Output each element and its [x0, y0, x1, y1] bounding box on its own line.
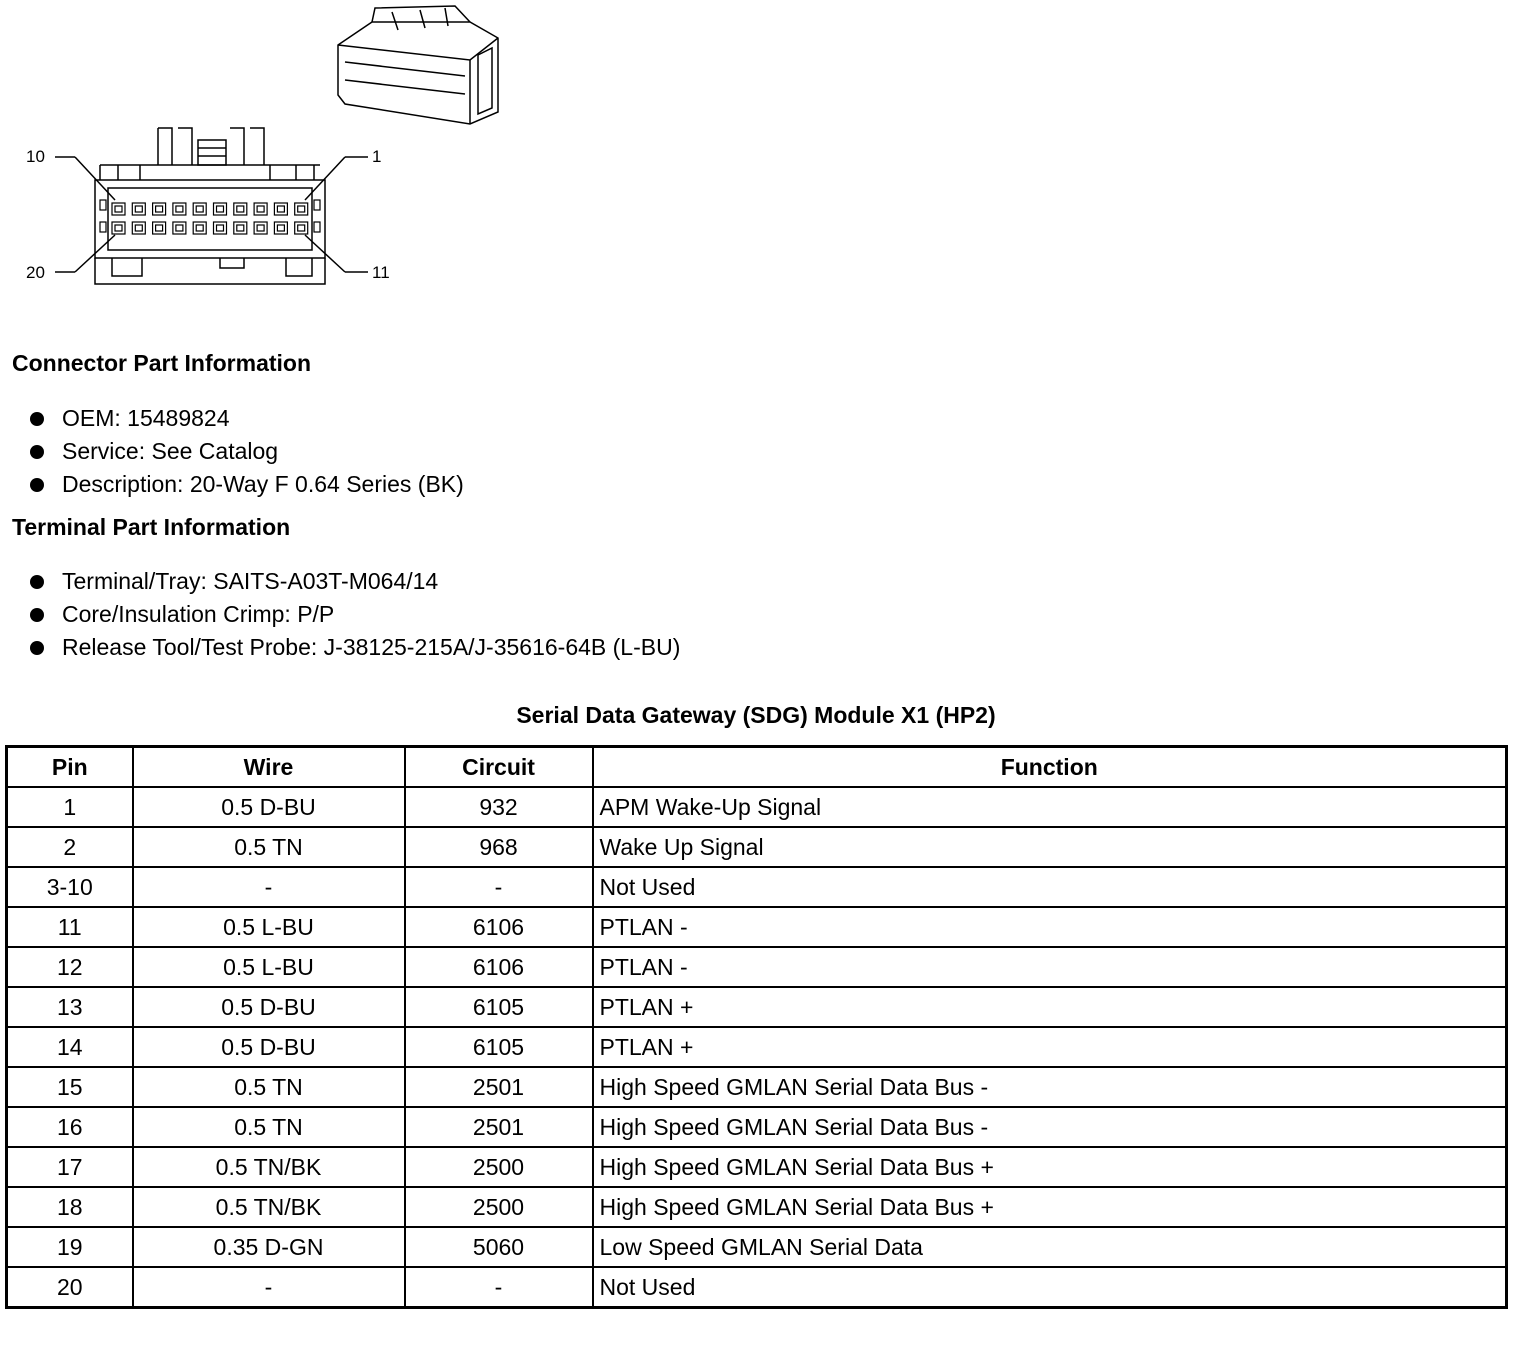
- pin-cavity-contact: [257, 225, 264, 231]
- cell-circuit: 6105: [405, 1027, 593, 1067]
- pin-label-20: 20: [26, 263, 45, 282]
- cell-circuit: -: [405, 867, 593, 907]
- bullet-icon: [30, 412, 44, 426]
- cell-wire: 0.5 D-BU: [133, 787, 405, 827]
- pin-cavity: [153, 203, 166, 215]
- side-latch: [314, 222, 320, 232]
- list-item: Terminal/Tray: SAITS-A03T-M064/14: [30, 565, 680, 598]
- table-row: [7, 827, 1507, 867]
- cell-function: PTLAN +: [593, 1027, 1507, 1067]
- cell-circuit: 2501: [405, 1067, 593, 1107]
- pin-cavity-contact: [298, 206, 305, 212]
- table-row: [7, 947, 1507, 987]
- terminal-part-heading: Terminal Part Information: [12, 514, 291, 540]
- list-item: Release Tool/Test Probe: J-38125-215A/J-35616-64B (L-BU): [30, 631, 680, 664]
- cell-function: Not Used: [593, 1267, 1507, 1308]
- table-row: [7, 787, 1507, 827]
- cell-pin: 20: [7, 1267, 133, 1308]
- cell-circuit: 5060: [405, 1227, 593, 1267]
- connector-part-list: [30, 402, 464, 501]
- cell-pin: 12: [7, 947, 133, 987]
- pin-cavity: [112, 203, 125, 215]
- pin-cavity-contact: [156, 206, 163, 212]
- list-item: OEM: 15489824: [30, 402, 464, 435]
- pin-cavity: [193, 222, 206, 234]
- cell-circuit: 6105: [405, 987, 593, 1027]
- list-item: Description: 20-Way F 0.64 Series (BK): [30, 468, 464, 501]
- table-body: [7, 787, 1507, 1308]
- connector-3d-view: [338, 6, 498, 124]
- pin-cavity: [295, 203, 308, 215]
- pin-cavity-contact: [135, 225, 142, 231]
- pinout-table: [5, 745, 1508, 1309]
- pin-cavity: [173, 203, 186, 215]
- cell-function: High Speed GMLAN Serial Data Bus +: [593, 1147, 1507, 1187]
- cell-wire: 0.5 D-BU: [133, 987, 405, 1027]
- cell-wire: 0.5 TN: [133, 1067, 405, 1107]
- pin-cavity: [173, 222, 186, 234]
- table-row: [7, 907, 1507, 947]
- pin-cavity-contact: [176, 225, 183, 231]
- cell-wire: -: [133, 1267, 405, 1308]
- pin-cavity: [193, 203, 206, 215]
- pin-cavity-contact: [176, 206, 183, 212]
- table-row: [7, 1067, 1507, 1107]
- pin-cavity: [153, 222, 166, 234]
- pin-cavity: [132, 203, 145, 215]
- cell-function: Wake Up Signal: [593, 827, 1507, 867]
- bullet-icon: [30, 478, 44, 492]
- pin-cavity: [254, 222, 267, 234]
- cell-circuit: 6106: [405, 907, 593, 947]
- table-row: [7, 1227, 1507, 1267]
- table-title: Serial Data Gateway (SDG) Module X1 (HP2): [516, 702, 996, 728]
- cell-circuit: 6106: [405, 947, 593, 987]
- cell-function: APM Wake-Up Signal: [593, 787, 1507, 827]
- side-latch: [100, 200, 106, 210]
- bullet-icon: [30, 641, 44, 655]
- header-circuit: Circuit: [405, 747, 593, 788]
- pin-cavity-contact: [237, 206, 244, 212]
- side-latch: [314, 200, 320, 210]
- cell-pin: 17: [7, 1147, 133, 1187]
- cell-pin: 1: [7, 787, 133, 827]
- table-header-row: [7, 747, 1507, 788]
- table-row: [7, 867, 1507, 907]
- bullet-icon: [30, 608, 44, 622]
- table-row: [7, 1107, 1507, 1147]
- cell-wire: 0.5 TN/BK: [133, 1187, 405, 1227]
- cell-circuit: -: [405, 1267, 593, 1308]
- header-function: Function: [593, 747, 1507, 788]
- list-item: Core/Insulation Crimp: P/P: [30, 598, 680, 631]
- cell-pin: 11: [7, 907, 133, 947]
- cell-pin: 2: [7, 827, 133, 867]
- pin-cavity-contact: [196, 206, 203, 212]
- cell-wire: 0.5 TN: [133, 1107, 405, 1147]
- pin-cavity-contact: [298, 225, 305, 231]
- pin-label-11: 11: [372, 263, 390, 282]
- pin-cavity-contact: [237, 225, 244, 231]
- pin-cavity-contact: [196, 225, 203, 231]
- connector-part-heading: Connector Part Information: [12, 350, 312, 376]
- cell-wire: 0.5 TN/BK: [133, 1147, 405, 1187]
- pin-cavity: [274, 203, 287, 215]
- table-row: [7, 1027, 1507, 1067]
- terminal-part-list: [30, 565, 680, 664]
- table-row: [7, 987, 1507, 1027]
- connector-diagram: [0, 0, 520, 300]
- cell-function: PTLAN -: [593, 907, 1507, 947]
- cell-pin: 13: [7, 987, 133, 1027]
- cell-wire: -: [133, 867, 405, 907]
- pin-cavity-contact: [135, 206, 142, 212]
- pin-label-10: 10: [26, 147, 45, 166]
- bullet-icon: [30, 575, 44, 589]
- cell-function: PTLAN +: [593, 987, 1507, 1027]
- header-wire: Wire: [133, 747, 405, 788]
- cell-pin: 19: [7, 1227, 133, 1267]
- cell-circuit: 2501: [405, 1107, 593, 1147]
- cell-pin: 18: [7, 1187, 133, 1227]
- bullet-icon: [30, 445, 44, 459]
- cell-pin: 16: [7, 1107, 133, 1147]
- cell-wire: 0.5 D-BU: [133, 1027, 405, 1067]
- pin-cavity: [234, 203, 247, 215]
- header-pin: Pin: [7, 747, 133, 788]
- cell-circuit: 968: [405, 827, 593, 867]
- cell-function: Low Speed GMLAN Serial Data: [593, 1227, 1507, 1267]
- table-row: [7, 1267, 1507, 1308]
- pin-cavity: [214, 222, 227, 234]
- pin-cavity: [295, 222, 308, 234]
- cell-wire: 0.35 D-GN: [133, 1227, 405, 1267]
- pin-cavity-contact: [156, 225, 163, 231]
- cell-circuit: 2500: [405, 1147, 593, 1187]
- cell-function: High Speed GMLAN Serial Data Bus -: [593, 1067, 1507, 1107]
- cell-function: PTLAN -: [593, 947, 1507, 987]
- cell-wire: 0.5 L-BU: [133, 947, 405, 987]
- cell-pin: 15: [7, 1067, 133, 1107]
- pin-cavity: [214, 203, 227, 215]
- pin-cavity: [132, 222, 145, 234]
- table-row: [7, 1187, 1507, 1227]
- cell-function: Not Used: [593, 867, 1507, 907]
- cell-wire: 0.5 TN: [133, 827, 405, 867]
- pin-cavity: [234, 222, 247, 234]
- pin-cavity-contact: [217, 206, 224, 212]
- pin-cavity-contact: [257, 206, 264, 212]
- cell-function: High Speed GMLAN Serial Data Bus +: [593, 1187, 1507, 1227]
- pin-cavity: [274, 222, 287, 234]
- pin-cavity-contact: [277, 225, 284, 231]
- pin-cavity-contact: [115, 206, 122, 212]
- cell-pin: 14: [7, 1027, 133, 1067]
- cell-circuit: 2500: [405, 1187, 593, 1227]
- cell-circuit: 932: [405, 787, 593, 827]
- pin-cavity-contact: [277, 206, 284, 212]
- pin-cavity-contact: [115, 225, 122, 231]
- cell-function: High Speed GMLAN Serial Data Bus -: [593, 1107, 1507, 1147]
- cell-wire: 0.5 L-BU: [133, 907, 405, 947]
- side-latch: [100, 222, 106, 232]
- pin-cavity: [112, 222, 125, 234]
- pin-label-1: 1: [372, 147, 382, 166]
- table-row: [7, 1147, 1507, 1187]
- pin-cavity: [254, 203, 267, 215]
- pin-cavity-contact: [217, 225, 224, 231]
- cell-pin: 3-10: [7, 867, 133, 907]
- pin-cavities: [100, 200, 320, 234]
- connector-drawing: [0, 0, 520, 300]
- list-item: Service: See Catalog: [30, 435, 464, 468]
